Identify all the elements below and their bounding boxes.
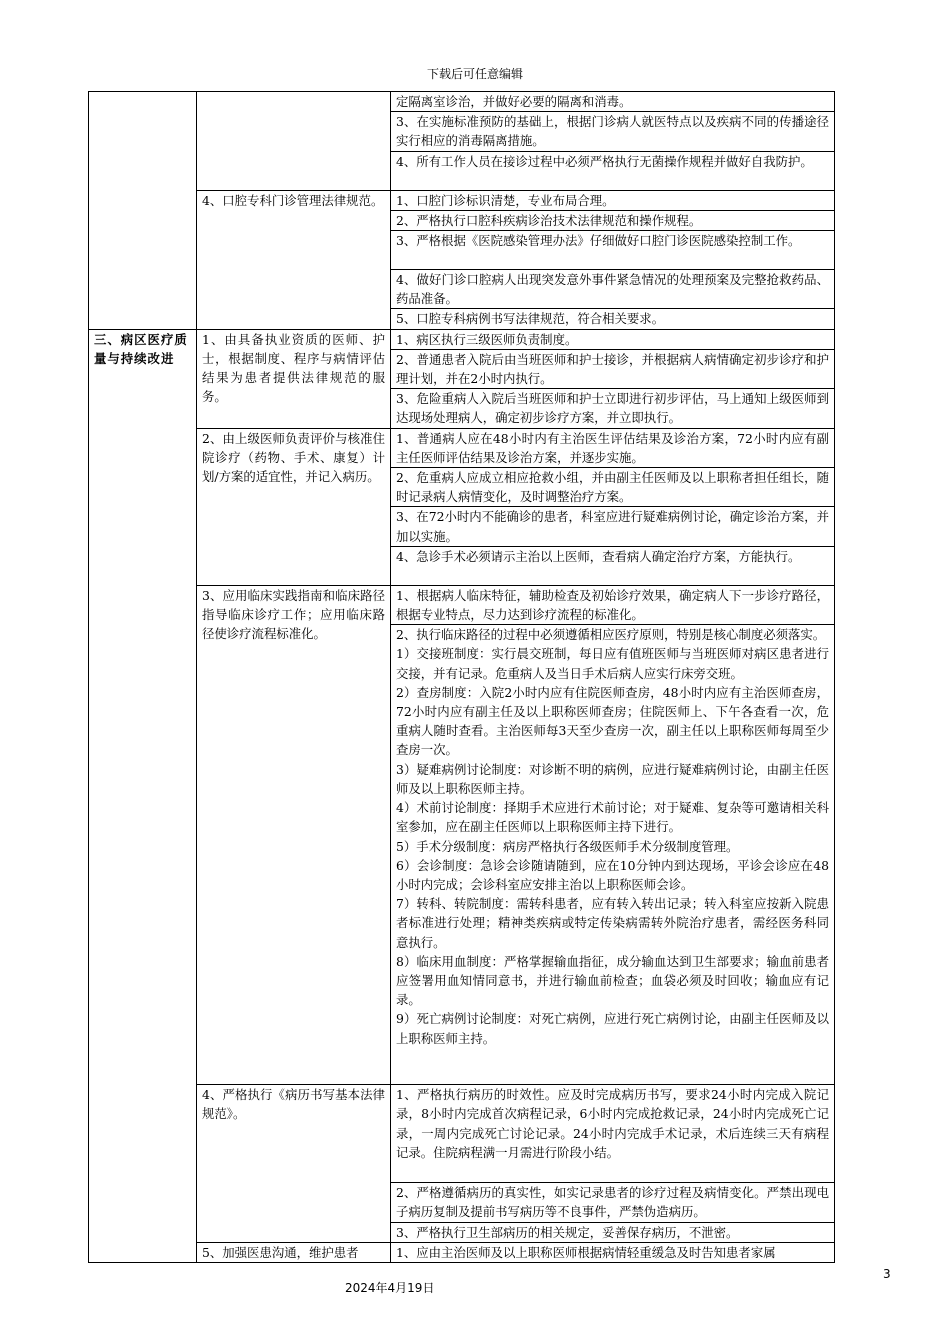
standard-medical-record: 4、严格执行《病历书写基本法律规范》。 <box>197 1085 391 1243</box>
table-row: 4、急诊手术必须请示主治以上医师，查看病人确定治疗方案，方能执行。 <box>391 546 835 585</box>
core-system-list <box>391 625 835 1085</box>
page-number: 3 <box>883 1267 891 1281</box>
standard-cell-empty <box>197 92 391 191</box>
standard-communication: 5、加强医患沟通，维护患者 <box>197 1242 391 1262</box>
table-row: 1、严格执行病历的时效性。应及时完成病历书写，要求24小时内完成入院记录，8小时内完成首次病程记录，6小时内完成抢救记录，24小时内完成死亡记录，一周内完成死亡讨论记录。24小时内完成手术记录，术后连续三天有病程记录。住院病程满一月需进行阶段小结。 <box>391 1085 835 1183</box>
list-item: 5）手术分级制度：病房严格执行各级医师手术分级制度管理。 <box>396 838 739 854</box>
table-row: 1、口腔门诊标识清楚，专业布局合理。 <box>391 190 835 210</box>
list-item: 3）疑难病例讨论制度：对诊断不明的病例，应进行疑难病例讨论，由副主任医师及以上职称医师主持。 <box>396 761 829 796</box>
footer-date: 2024年4月19日 <box>345 1281 435 1295</box>
list-item: 1）交接班制度：实行晨交班制，每日应有值班医师与当班医师对病区患者进行交接，并有记录。危重病人及当日手术后病人应实行床旁交班。 <box>396 646 829 681</box>
list-item: 9）死亡病例讨论制度：对死亡病例，应进行死亡病例讨论，由副主任医师及以上职称医师主持。 <box>396 1011 829 1046</box>
table-row: 1、普通病人应在48小时内有主治医生评估结果及诊治方案，72小时内应有副主任医师评估结果及诊治方案，并逐步实施。 <box>391 428 835 467</box>
table-row: 5、口腔专科病例书写法律规范，符合相关要求。 <box>391 309 835 329</box>
table-row: 3、危险重病人入院后当班医师和护士立即进行初步评估，马上通知上级医师到达现场处理病人，确定初步诊疗方案，并立即执行。 <box>391 389 835 428</box>
table-row: 2、严格执行口腔科疾病诊治技术法律规范和操作规程。 <box>391 210 835 230</box>
standard-oral-clinic: 4、口腔专科门诊管理法律规范。 <box>197 190 391 329</box>
list-item: 2、执行临床路径的过程中必须遵循相应医疗原则，特别是核心制度必须落实。 <box>396 627 826 643</box>
table-row: 2、普通患者入院后由当班医师和护士接诊，并根据病人病情确定初步诊疗和护理计划，并在2小时内执行。 <box>391 349 835 388</box>
category-cell-empty <box>89 92 197 330</box>
table-row: 2、严格遵循病历的真实性，如实记录患者的诊疗过程及病情变化。严禁出现电子病历复制及提前书写病历等不良事件，严禁伪造病历。 <box>391 1183 835 1222</box>
table-row: 1、应由主治医师及以上职称医师根据病情轻重缓急及时告知患者家属 <box>391 1242 835 1262</box>
standard-clinical-pathway: 3、应用临床实践指南和临床路径指导临床诊疗工作；应用临床路径使诊疗流程标准化。 <box>197 585 391 1084</box>
table-row: 1、根据病人临床特征，辅助检查及初始诊疗效果，确定病人下一步诊疗路径，根据专业特点，尽力达到诊疗流程的标准化。 <box>391 585 835 624</box>
table-row: 3、在实施标准预防的基础上，根据门诊病人就医特点以及疾病不同的传播途径实行相应的消毒隔离措施。 <box>391 112 835 151</box>
list-item: 7）转科、转院制度：需转科患者，应有转入转出记录；转入科室应按新入院患者标准进行处理；精神类疾病或特定传染病需转外院治疗患者，需经医务科同意执行。 <box>396 896 829 950</box>
standard-qualified-staff: 1、由具备执业资质的医师、护士，根据制度、程序与病情评估结果为患者提供法律规范的服务。 <box>197 329 391 428</box>
table-row: 4、所有工作人员在接诊过程中必须严格执行无菌操作规程并做好自我防护。 <box>391 151 835 190</box>
list-item: 8）临床用血制度：严格掌握输血指征，成分输血达到卫生部要求；输血前患者应签署用血知情同意书，并进行输血前检查；血袋必须及时回收；输血应有记录。 <box>396 953 829 1008</box>
page-header: 下载后可任意编辑 <box>426 67 523 81</box>
table-row: 2、危重病人应成立相应抢救小组，并由副主任医师及以上职称者担任组长，随时记录病人病情变化，及时调整治疗方案。 <box>391 468 835 507</box>
table-row: 3、在72小时内不能确诊的患者，科室应进行疑难病例讨论，确定诊治方案，并加以实施。 <box>391 507 835 546</box>
table-row: 3、严格根据《医院感染管理办法》仔细做好口腔门诊医院感染控制工作。 <box>391 231 835 270</box>
table-row: 3、严格执行卫生部病历的相关规定，妥善保存病历，不泄密。 <box>391 1222 835 1242</box>
table-row: 1、病区执行三级医师负责制度。 <box>391 329 835 349</box>
standard-senior-review: 2、由上级医师负责评价与核准住院诊疗（药物、手术、康复）计划/方案的适宜性，并记入病历。 <box>197 428 391 585</box>
list-item: 6）会诊制度：急诊会诊随请随到，应在10分钟内到达现场，平诊会诊应在48小时内完成；会诊科室应安排主治以上职称医师会诊。 <box>396 857 829 892</box>
list-item: 2）查房制度：入院2小时内应有住院医师查房，48小时内应有主治医师查房，72小时内应有副主任及以上职称医师查房；住院医师上、下午各查看一次，危重病人随时查看。主治医师每3天至少查房一次，副主任以上职称医师每周至少查房一次。 <box>396 684 829 758</box>
table-row: 4、做好门诊口腔病人出现突发意外事件紧急情况的处理预案及完整抢救药品、药品准备。 <box>391 270 835 309</box>
category-ward-quality: 三、病区医疗质量与持续改进 <box>89 329 197 1262</box>
list-item: 4）术前讨论制度：择期手术应进行术前讨论；对于疑难、复杂等可邀请相关科室参加，应在副主任医师以上职称医师主持下进行。 <box>396 800 829 835</box>
quality-standards-table <box>88 91 835 1263</box>
table-row: 定隔离室诊治，并做好必要的隔离和消毒。 <box>391 92 835 112</box>
